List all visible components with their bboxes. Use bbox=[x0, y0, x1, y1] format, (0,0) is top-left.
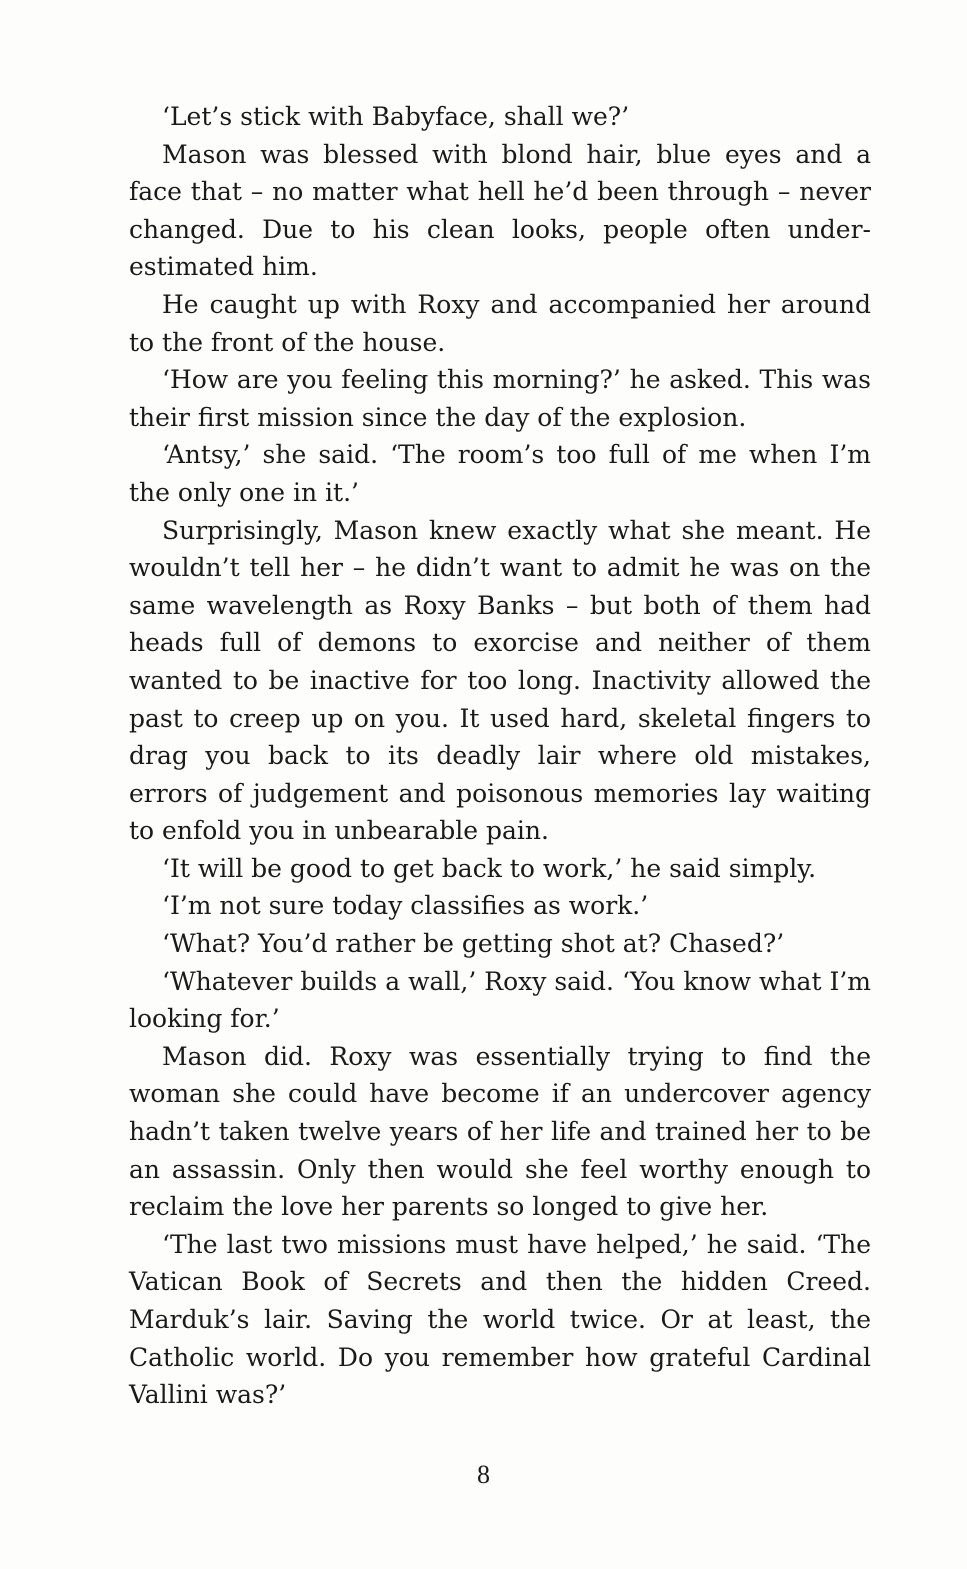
paragraph: ‘What? You’d rather be getting shot at? Chased?’ bbox=[162, 929, 785, 959]
paragraph: Mason did. Roxy was essentially trying to find the woman she could have become if an undercover agency hadn’t taken twelve years of her life and trained her to be an assassin. Only then would she feel worthy enough to reclaim the love her parents so longed to give her. bbox=[129, 1041, 871, 1222]
page-number: 8 bbox=[477, 1460, 490, 1489]
paragraph: ‘Whatever builds a wall,’ Roxy said. ‘You know what I’m looking for.’ bbox=[129, 966, 871, 1034]
paragraph: ‘I’m not sure today classifies as work.’ bbox=[162, 891, 649, 921]
paragraph: ‘Let’s stick with Babyface, shall we?’ bbox=[162, 102, 630, 131]
paragraph: ‘The last two missions must have helped,’ he said. ‘The Vatican Book of Secrets and then the hidden Creed. Marduk’s lair. Saving the world twice. Or at least, the Catholic world. Do you remember how grateful Cardinal Vallini was?’ bbox=[129, 1229, 871, 1410]
paragraph: Surprisingly, Mason knew exactly what she meant. He wouldn’t tell her – he didn’t want to admit he was on the same wavelength as Roxy Banks – but both of them had heads full of demons to exorcise and neither of them wanted to be inactive for too long. Inactivity allowed the past to creep up on you. It used hard, skeletal fingers to drag you back to its deadly lair where old mistakes, errors of judgement and poisonous memories lay waiting to enfold you in unbearable pain. bbox=[129, 515, 871, 846]
paragraph: ‘It will be good to get back to work,’ he said simply. bbox=[162, 853, 817, 883]
paragraph: ‘Antsy,’ she said. ‘The room’s too full of me when I’m the only one in it.’ bbox=[129, 440, 871, 507]
paragraph: ‘How are you feeling this morning?’ he asked. This was their first mission since the day of the explosion. bbox=[129, 365, 871, 432]
body-text bbox=[129, 98, 871, 1414]
paragraph: Mason was blessed with blond hair, blue eyes and a face that – no matter what hell he’d been through – never changed. Due to his clean looks, people often underestimated him. bbox=[129, 139, 871, 282]
paragraph: He caught up with Roxy and accompanied her around to the front of the house. bbox=[129, 289, 871, 357]
